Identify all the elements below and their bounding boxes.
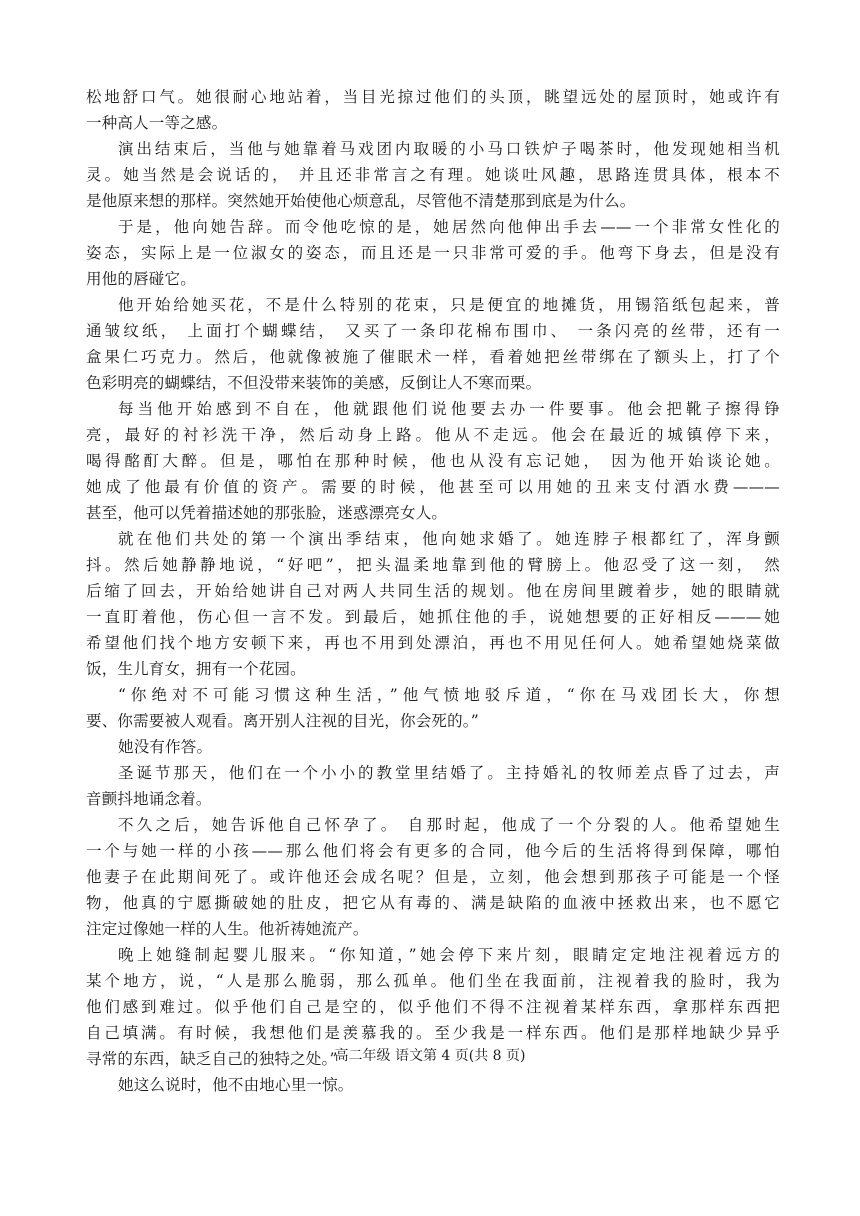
text-line: “你绝对不可能习惯这种生活，”他气愤地驳斥道，“你在马戏团长大，你想 [118, 686, 780, 704]
text-line: 她成了他最有价值的资产。需要的时候，他甚至可以用她的丑来支付酒水费——— [86, 478, 780, 496]
text-line: 她这么说时，他不由地心里一惊。 [118, 1076, 354, 1094]
text-line: 就在他们共处的第一个演出季结束，他向她求婚了。她连脖子根都红了，浑身颤 [118, 530, 780, 548]
text-line: 他妻子在此期间死了。或许他还会成名呢？但是，立刻，他会想到那孩子可能是一个怪 [86, 868, 780, 886]
text-line: 音颤抖地诵念着。 [86, 790, 212, 808]
text-line: 圣诞节那天，他们在一个小小的教堂里结婚了。主持婚礼的牧师差点昏了过去，声 [118, 764, 780, 782]
text-line: 抖。然后她静静地说，“好吧”，把头温柔地靠到他的臂膀上。他忍受了这一刻， 然 [86, 556, 780, 574]
text-line: 于是，他向她告辞。而令他吃惊的是，她居然向他伸出手去——一个非常女性化的 [118, 218, 780, 236]
text-line: 自己填满。有时候，我想他们是羡慕我的。至少我是一样东西。他们是那样地缺少异乎 [86, 1024, 780, 1042]
text-line: 用他的唇碰它。 [86, 270, 196, 288]
text-line: 灵。她当然是会说话的， 并且还非常言之有理。她谈吐风趣，思路连贯具体，根本不 [86, 166, 780, 184]
text-line: 甚至，他可以凭着描述她的那张脸，迷惑漂亮女人。 [86, 504, 448, 522]
text-line: 他们感到难过。似乎他们自己是空的，似乎他们不得不注视着某样东西，拿那样东西把 [86, 998, 780, 1016]
text-line: 某个地方，说，“人是那么脆弱，那么孤单。他们坐在我面前，注视着我的脸时，我为 [86, 972, 780, 990]
text-line: 松地舒口气。她很耐心地站着，当目光掠过他们的头顶，眺望远处的屋顶时，她或许有 [86, 88, 780, 106]
text-line: 喝得酩酊大醉。但是，哪怕在那种时候，他也从没有忘记她， 因为他开始谈论她。 [86, 452, 780, 470]
text-line: 色彩明亮的蝴蝶结，不但没带来装饰的美感，反倒让人不寒而栗。 [86, 374, 542, 392]
document-body [86, 84, 780, 1098]
text-line: 注定过像她一样的人生。他祈祷她流产。 [86, 920, 369, 938]
text-line: 每当他开始感到不自在，他就跟他们说他要去办一件要事。他会把靴子擦得铮 [118, 400, 780, 418]
text-line: 她没有作答。 [118, 738, 213, 756]
text-line: 饭，生儿育女，拥有一个花园。 [86, 660, 306, 678]
text-line: 通皱纹纸， 上面打个蝴蝶结， 又买了一条印花棉布围巾、 一条闪亮的丝带，还有一 [86, 322, 780, 340]
text-line: 晚上她缝制起婴儿服来。“你知道，”她会停下来片刻，眼睛定定地注视着远方的 [118, 946, 780, 964]
text-line: 是他原来想的那样。突然她开始使他心烦意乱，尽管他不清楚那到底是为什么。 [86, 192, 636, 210]
page-footer: 高二年级 语文第 4 页(共 8 页) [334, 1048, 526, 1064]
text-line: 不久之后，她告诉他自己怀孕了。 自那时起，他成了一个分裂的人。他希望她生 [118, 816, 780, 834]
text-line: 寻常的东西，缺乏自己的独特之处。” [86, 1050, 338, 1068]
text-line: 一种高人一等之感。 [86, 114, 228, 132]
text-line: 姿态，实际上是一位淑女的姿态，而且还是一只非常可爱的手。他弯下身去，但是没有 [86, 244, 780, 262]
text-line: 希望他们找个地方安顿下来，再也不用到处漂泊，再也不用见任何人。她希望她烧菜做 [86, 634, 780, 652]
text-line: 演出结束后，当他与她靠着马戏团内取暖的小马口铁炉子喝茶时，他发现她相当机 [118, 140, 780, 158]
text-line: 后缩了回去，开始给她讲自己对两人共同生活的规划。他在房间里踱着步，她的眼睛就 [86, 582, 780, 600]
text-line: 一直盯着他，伤心但一言不发。到最后，她抓住他的手，说她想要的正好相反———她 [86, 608, 780, 626]
text-line: 物，他真的宁愿撕破她的肚皮，把它从有毒的、满是缺陷的血液中拯救出来，也不愿它 [86, 894, 780, 912]
text-line: 盒果仁巧克力。然后，他就像被施了催眠术一样，看着她把丝带绑在了额头上，打了个 [86, 348, 780, 366]
text-line: 要、你需要被人观看。离开别人注视的目光，你会死的。” [86, 712, 479, 730]
text-line: 一个与她一样的小孩——那么他们将会有更多的合同，他今后的生活将得到保障，哪怕 [86, 842, 780, 860]
text-line: 亮，最好的衬衫洗干净，然后动身上路。他从不走远。他会在最近的城镇停下来， [86, 426, 780, 444]
text-line: 他开始给她买花，不是什么特别的花束，只是便宜的地摊货，用锡箔纸包起来，普 [118, 296, 780, 314]
